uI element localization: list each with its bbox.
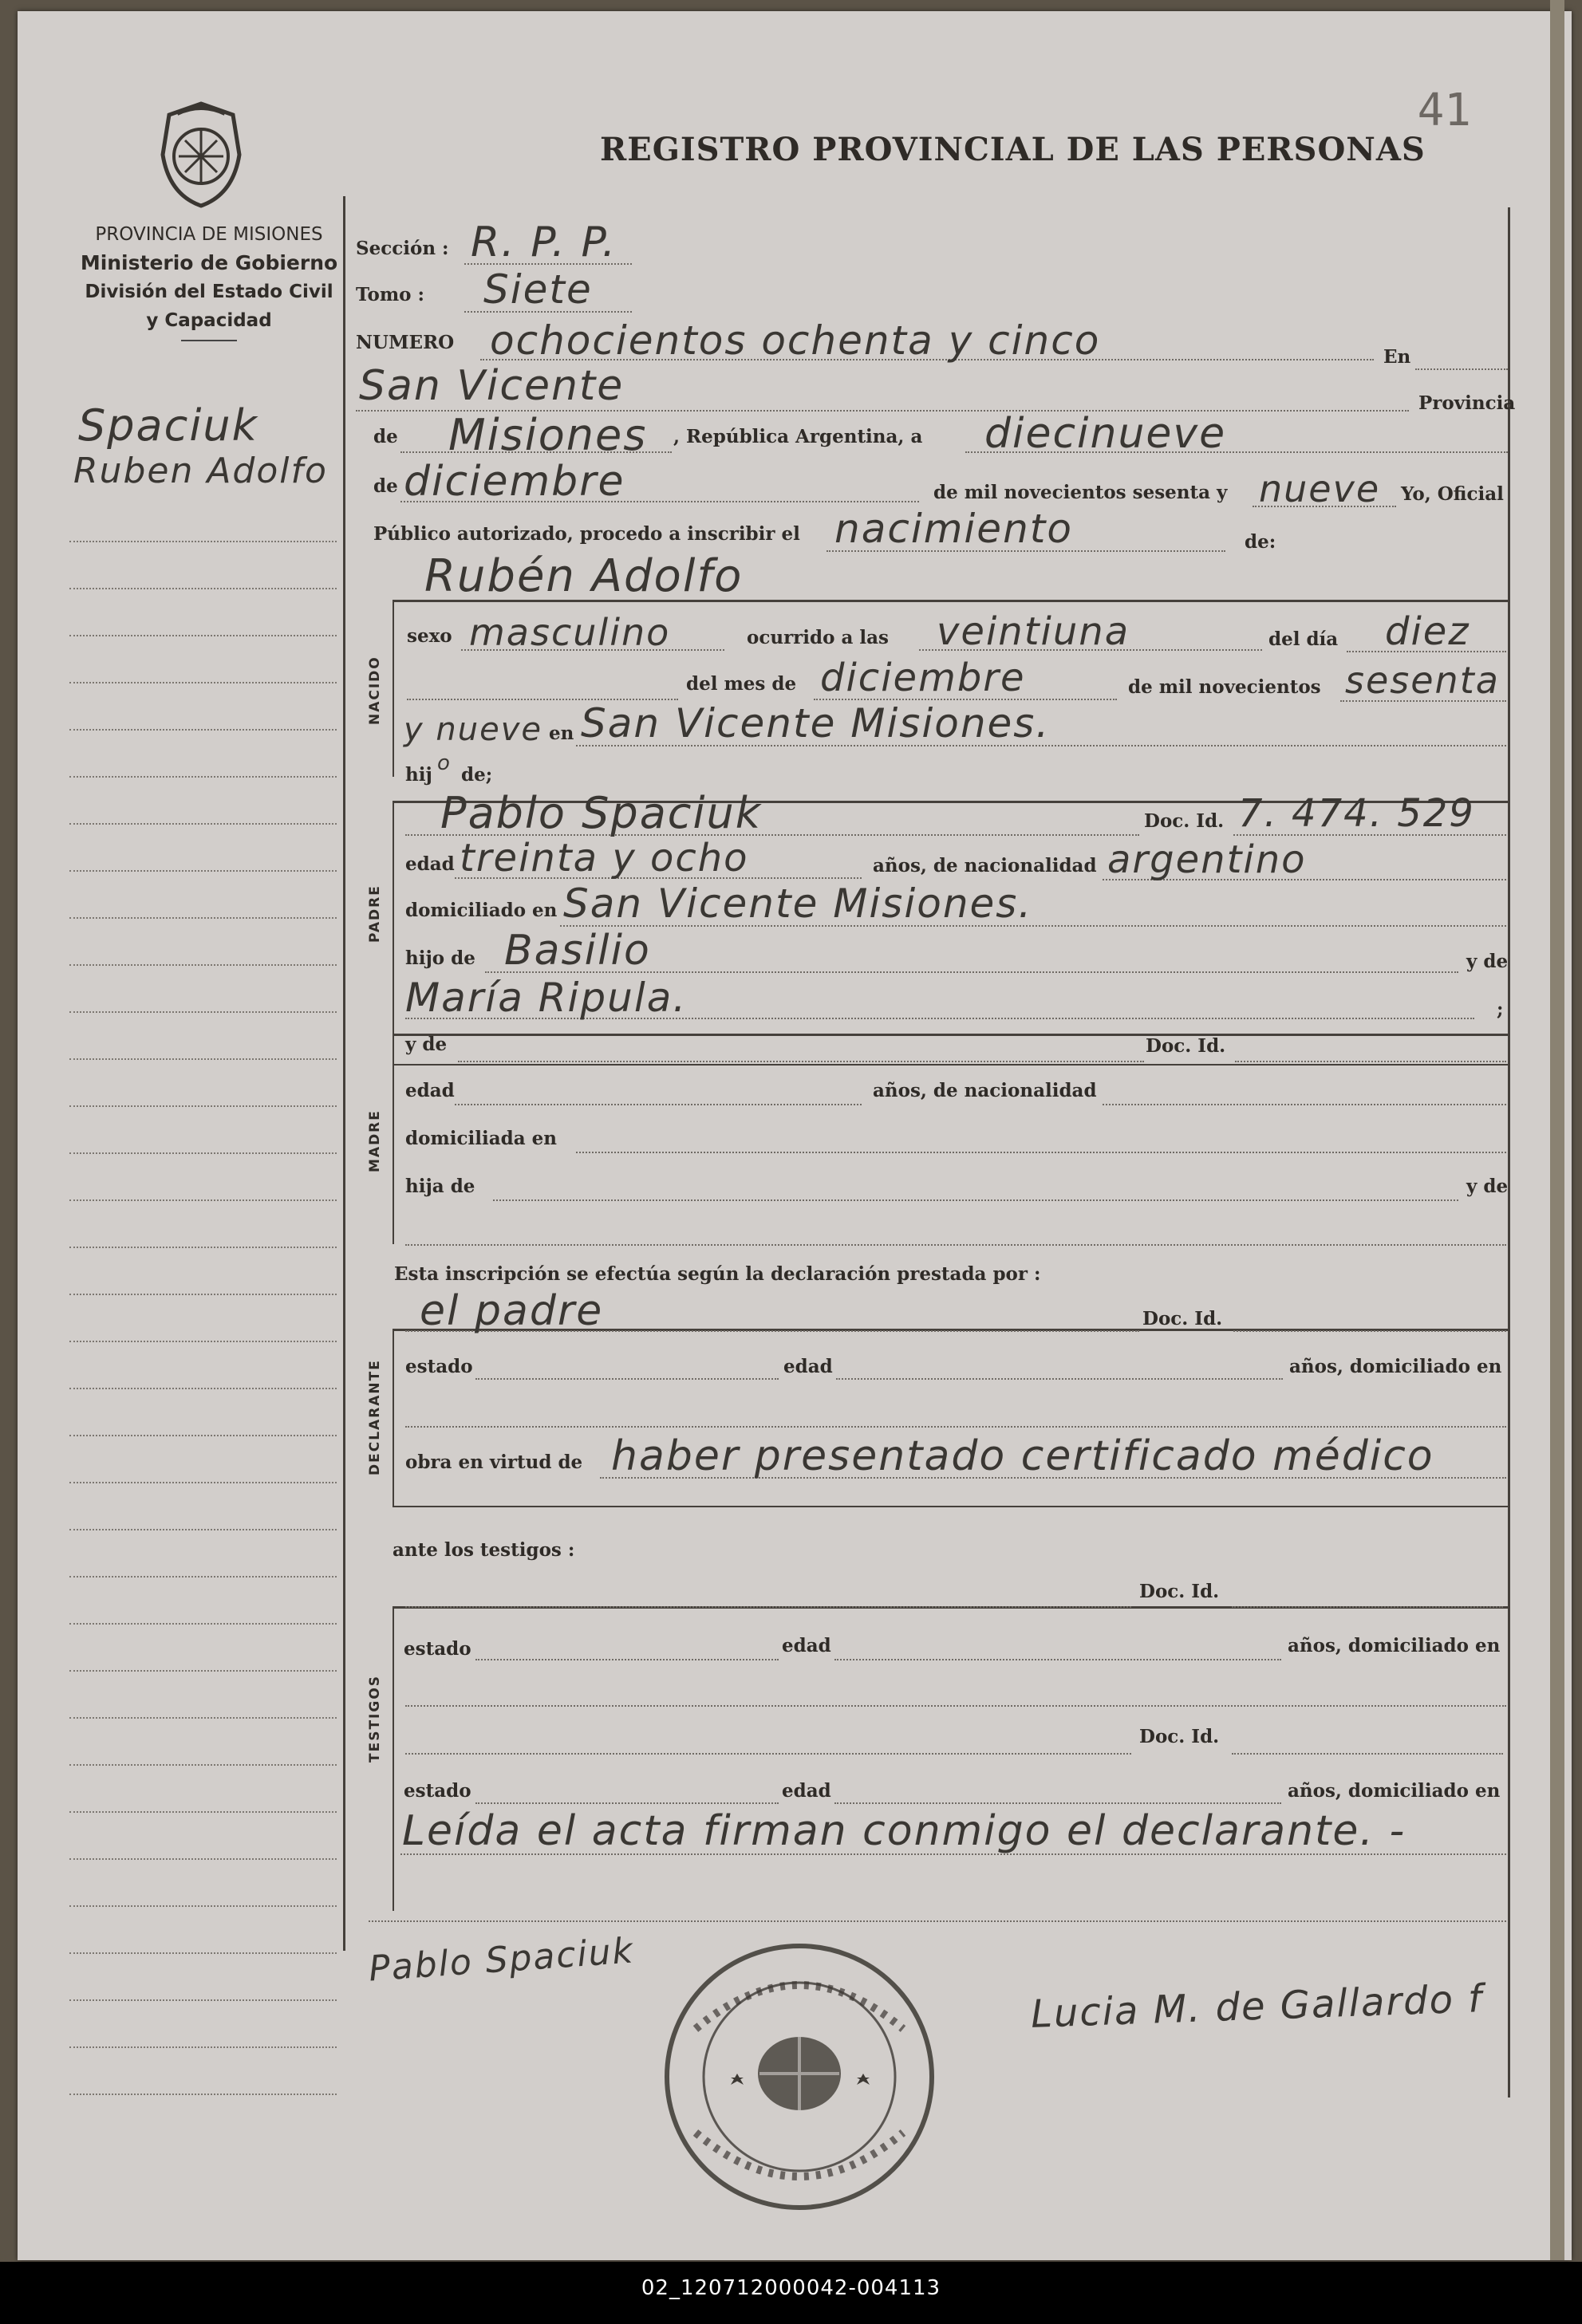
- margin-ruled-line: [69, 1152, 337, 1154]
- label-de-provincia: de: [373, 426, 398, 447]
- margin-ruled-line: [69, 1999, 337, 2001]
- field-padre-doc: 7. 474. 529: [1238, 791, 1475, 836]
- label-declarante-doc: Doc. Id.: [1142, 1308, 1223, 1329]
- madre-side-rule: [393, 1035, 394, 1244]
- margin-ruled-line: [69, 1058, 337, 1060]
- label-padre-domicilio: domiciliado en: [405, 900, 558, 921]
- margin-ruled-line: [69, 1905, 337, 1907]
- field-nombre: Rubén Adolfo: [424, 550, 744, 602]
- field-testigo2-estado-line: [475, 1802, 779, 1804]
- field-en-line: [1415, 368, 1508, 370]
- label-ocurrido: ocurrido a las: [747, 627, 889, 648]
- field-madre-padres-line: [493, 1199, 1458, 1201]
- margin-ruled-line: [69, 870, 337, 872]
- label-en-lugar: en: [549, 723, 574, 744]
- rule-madre-top: [393, 1034, 1508, 1036]
- field-mes-acta: diciembre: [404, 458, 625, 506]
- field-testigo2-line: [405, 1753, 1131, 1755]
- margin-given-name: Ruben Adolfo: [73, 451, 328, 491]
- label-de-mes: de: [373, 475, 398, 497]
- label-hija-de: hija de: [405, 1176, 475, 1197]
- field-madre-nac-line: [1103, 1104, 1506, 1105]
- label-yo-oficial: Yo, Oficial: [1401, 483, 1504, 505]
- field-anio-a: sesenta: [1345, 659, 1500, 702]
- label-del-mes: del mes de: [686, 673, 797, 695]
- field-testigo1-line: [405, 1606, 1131, 1608]
- margin-surname: Spaciuk: [78, 400, 258, 451]
- signature-oficial: Lucia M. de Gallardo f: [1030, 1976, 1484, 2037]
- margin-ruled-line: [69, 1341, 337, 1342]
- field-madre-padres-line-2: [405, 1244, 1506, 1246]
- label-testigo1-doc: Doc. Id.: [1139, 1581, 1220, 1602]
- margin-ruled-line: [69, 635, 337, 636]
- page-title: REGISTRO PROVINCIAL DE LAS PERSONAS: [600, 131, 1426, 168]
- official-stamp-icon: [648, 1933, 951, 2220]
- section-testigos: TESTIGOS: [367, 1674, 383, 1763]
- testigos-side-rule: [393, 1608, 394, 1911]
- margin-ruled-line: [69, 588, 337, 589]
- field-padre-edad: treinta y ocho: [460, 836, 749, 880]
- book-binding-edge: [1550, 0, 1564, 2260]
- label-testigo2-estado: estado: [404, 1780, 471, 1802]
- margin-ruled-line: [69, 917, 337, 919]
- field-lugar: San Vicente: [359, 362, 625, 410]
- label-del-dia: del día: [1268, 628, 1339, 650]
- issuer-capacity: y Capacidad: [146, 310, 272, 331]
- margin-ruled-line: [69, 1717, 337, 1719]
- label-de-semicolon: de;: [461, 764, 493, 786]
- margin-ruled-line: [69, 1294, 337, 1295]
- margin-ruled-line: [69, 1576, 337, 1578]
- label-madre-doc: Doc. Id.: [1146, 1035, 1226, 1057]
- label-obra: obra en virtud de: [405, 1452, 583, 1473]
- label-mil-novecientos: de mil novecientos: [1128, 676, 1321, 698]
- field-dia: diez: [1385, 609, 1470, 654]
- label-hijo-de: hijo de: [405, 947, 475, 969]
- section-declarante: DECLARANTE: [367, 1359, 383, 1475]
- label-declaracion: Esta inscripción se efectúa según la declaración prestada por :: [394, 1263, 1041, 1285]
- label-madre-y-de: y de: [405, 1034, 448, 1055]
- label-publico: Público autorizado, procedo a inscribir el: [373, 523, 800, 545]
- label-declarante-edad: edad: [783, 1356, 833, 1377]
- label-y-de-madre: y de: [1466, 1176, 1509, 1197]
- field-testigo1-dom-line: [405, 1705, 1506, 1707]
- margin-ruled-line: [69, 964, 337, 966]
- margin-ruled-line: [69, 541, 337, 542]
- label-padre-nacionalidad: años, de nacionalidad: [873, 855, 1097, 876]
- field-declarante-estado-line: [475, 1378, 779, 1380]
- margin-ruled-line: [69, 682, 337, 683]
- label-sexo: sexo: [407, 625, 452, 647]
- image-footer: [0, 2262, 1582, 2324]
- label-y-de-padre: y de: [1466, 951, 1509, 972]
- field-declarante-doc-line: [1233, 1330, 1506, 1332]
- field-padre-dom: San Vicente Misiones.: [563, 880, 1033, 927]
- section-madre: MADRE: [367, 1109, 383, 1172]
- registry-page: [18, 11, 1572, 2260]
- label-seccion: Sección :: [356, 238, 449, 259]
- field-testigo1-doc-line: [1232, 1606, 1503, 1608]
- label-provincia: Provincia: [1418, 392, 1516, 414]
- closing-rule: [369, 1920, 1506, 1922]
- field-hij-suffix: o: [437, 751, 452, 775]
- page-number: 41: [1417, 85, 1471, 136]
- margin-ruled-line: [69, 1482, 337, 1483]
- field-motivo: haber presentado certificado médico: [611, 1432, 1434, 1480]
- margin-ruled-line: [69, 2046, 337, 2048]
- field-madre-nombre-line: [458, 1061, 1144, 1062]
- issuer-rule: [181, 340, 237, 341]
- field-abuelo: Basilio: [504, 927, 651, 975]
- label-padre-edad: edad: [405, 853, 455, 875]
- label-testigos: ante los testigos :: [393, 1539, 575, 1561]
- provincial-emblem-icon: [153, 99, 249, 211]
- label-madre-nacionalidad: años, de nacionalidad: [873, 1080, 1097, 1101]
- label-tomo: Tomo :: [356, 284, 424, 305]
- label-testigo2-edad: edad: [782, 1780, 831, 1802]
- label-testigo1-edad: edad: [782, 1635, 831, 1656]
- field-declarante-dom-line: [405, 1426, 1506, 1428]
- field-padre-nombre: Pablo Spaciuk: [440, 788, 762, 838]
- label-declarante-domicilio: años, domiciliado en: [1289, 1356, 1502, 1377]
- label-republica: , República Argentina, a: [673, 426, 923, 447]
- field-madre-doc-line: [1235, 1061, 1506, 1062]
- rule-declarante-bottom: [393, 1506, 1508, 1507]
- label-madre-domicilio: domiciliada en: [405, 1128, 557, 1149]
- margin-ruled-line: [69, 1199, 337, 1201]
- label-en: En: [1383, 346, 1411, 368]
- margin-ruled-line: [69, 729, 337, 731]
- label-testigo2-domicilio: años, domiciliado en: [1288, 1780, 1501, 1802]
- declarante-side-rule: [393, 1330, 394, 1506]
- field-cierre: Leída el acta firman conmigo el declarante. -: [402, 1807, 1406, 1855]
- field-testigo1-edad-line: [834, 1659, 1281, 1660]
- margin-ruled-line: [69, 1952, 337, 1954]
- padre-side-rule: [393, 802, 394, 1034]
- field-testigo1-estado-line: [475, 1659, 779, 1660]
- label-de-colon: de:: [1245, 531, 1276, 553]
- field-testigo2-edad-line: [834, 1802, 1281, 1804]
- label-de-mil-novecientos: de mil novecientos sesenta y: [933, 482, 1228, 503]
- margin-ruled-line: [69, 1623, 337, 1625]
- issuer-division: División del Estado Civil: [85, 282, 333, 302]
- margin-ruled-line: [69, 1764, 337, 1766]
- label-semicolon: ;: [1497, 999, 1504, 1020]
- margin-ruled-line: [69, 1529, 337, 1530]
- field-hora: veintiuna: [937, 609, 1130, 654]
- margin-ruled-line: [69, 1435, 337, 1436]
- issuer-ministry: Ministerio de Gobierno: [80, 251, 338, 274]
- field-tomo: Siete: [483, 266, 593, 313]
- margin-ruled-line: [69, 1011, 337, 1013]
- field-anio-acta: nueve: [1259, 467, 1381, 510]
- field-padre-nac: argentino: [1107, 837, 1307, 882]
- field-abuela: María Ripula.: [405, 975, 688, 1021]
- field-numero: ochocientos ochenta y cinco: [490, 317, 1101, 364]
- margin-ruled-line: [69, 1858, 337, 1860]
- margin-ruled-line: [69, 1811, 337, 1813]
- nacido-side-rule: [393, 601, 394, 777]
- label-padre-doc: Doc. Id.: [1144, 810, 1225, 832]
- margin-ruled-line: [69, 2094, 337, 2095]
- right-margin-rule: [1508, 207, 1510, 2098]
- label-testigo2-doc: Doc. Id.: [1139, 1726, 1220, 1747]
- field-madre-edad-line: [455, 1104, 862, 1105]
- left-margin-rule: [343, 196, 345, 1951]
- field-declarante: el padre: [420, 1287, 604, 1335]
- label-testigo1-domicilio: años, domiciliado en: [1288, 1635, 1501, 1656]
- field-declarante-edad-line: [836, 1378, 1283, 1380]
- field-dia-acta: diecinueve: [984, 410, 1227, 458]
- issuer-province: PROVINCIA DE MISIONES: [95, 224, 323, 245]
- field-provincia: Misiones: [448, 410, 648, 460]
- label-declarante-estado: estado: [405, 1356, 473, 1377]
- field-seccion: R. P. P.: [471, 219, 617, 266]
- field-acto: nacimiento: [834, 506, 1073, 552]
- label-testigo1-estado: estado: [404, 1638, 471, 1660]
- footer-image-id: 02_120712000042-004113: [641, 2276, 941, 2300]
- signature-declarante: Pablo Spaciuk: [367, 1930, 636, 1990]
- field-anio-b: y nueve: [404, 711, 542, 748]
- field-madre-dom-line: [576, 1152, 1506, 1153]
- section-nacido: NACIDO: [367, 656, 383, 725]
- margin-ruled-line: [69, 823, 337, 825]
- issuer-block: [53, 220, 365, 341]
- label-madre-edad: edad: [405, 1080, 455, 1101]
- rule-madre-name: [393, 1064, 1508, 1065]
- margin-ruled-line: [69, 1388, 337, 1389]
- section-padre: PADRE: [367, 884, 383, 943]
- label-numero: NUMERO: [356, 332, 455, 353]
- margin-ruled-line: [69, 1105, 337, 1107]
- field-lugar-nac: San Vicente Misiones.: [581, 700, 1051, 746]
- margin-note: [73, 400, 369, 491]
- field-mes: diciembre: [820, 656, 1026, 700]
- field-sexo: masculino: [469, 611, 671, 654]
- margin-ruled-line: [69, 1247, 337, 1248]
- margin-ruled-line: [69, 1670, 337, 1672]
- field-testigo2-doc-line: [1232, 1753, 1503, 1755]
- label-hij: hij: [405, 764, 432, 786]
- margin-ruled-line: [69, 776, 337, 778]
